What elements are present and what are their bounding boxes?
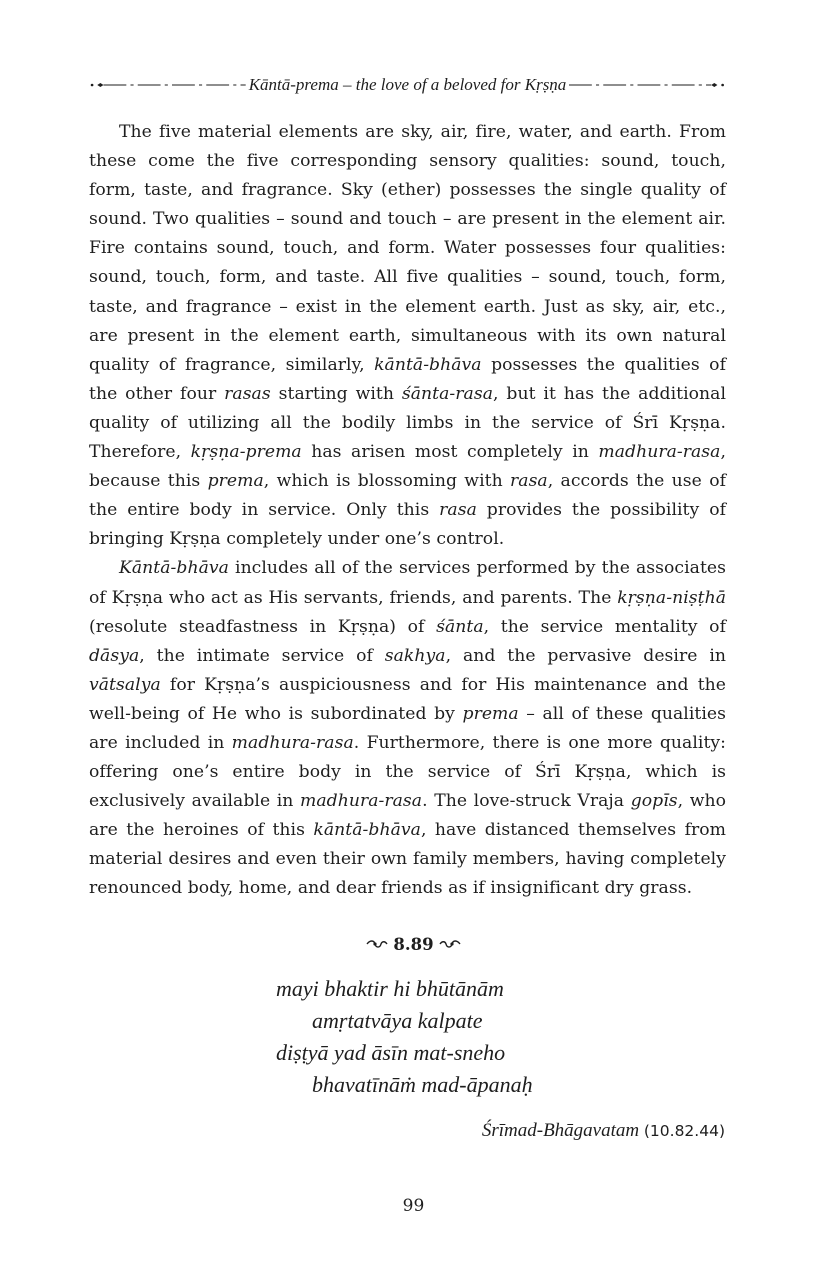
paragraph-2: Kāntā-bhāva includes all of the services performed by the associates of Kṛṣṇa who act as His servants, friends, and parents. The kṛṣṇa-niṣṭhā (resolute steadfastness in Kṛṣṇa) of śānta, the service mentality of dāsya, the intimate service of sakhya, and the pervasive desire in vātsalya for Kṛṣṇa’s auspiciousness and for His maintenance and the well-being of He who is subordinated by prema – all of these qualities are included in madhura-rasa. Furthermore, there is one more quality: offering one’s entire body in the service of Śrī Kṛṣṇa, which is exclusively available in madhura-rasa. The love-struck Vraja gopīs, who are the heroines of this kāntā-bhāva, have distanced themselves from material desires and even their own family members, having completely renounced body, home, and dear friends as if insignificant dry grass. [89, 558, 727, 899]
body-text [89, 118, 726, 904]
verse-line-3: diṣṭyā yad āsīn mat-sneho [276, 1040, 506, 1065]
verse-number-text: 8.89 [393, 935, 434, 954]
paragraph-1: The five material elements are sky, air, fire, water, and earth. From these come the five corresponding sensory qualities: sound, touch, form, taste, and fragrance. Sky (ether) possesses the single quality of sound. Two qualities – sound and touch – are present in the element air. Fire contains sound, touch, and form. Water possesses four qualities: sound, touch, form, and taste. All five qualities – sound, touch, form, taste, and fragrance – exist in the element earth. Just as sky, air, etc., are present in the element earth, simultaneous with its own natural quality of fragrance, similarly, kāntā-bhāva possesses the qualities of the other four rasas starting with śānta-rasa, but it has the additional quality of utilizing all the bodily limbs in the service of Śrī Kṛṣṇa. Therefore, kṛṣṇa-prema has arisen most completely in madhura-rasa, because this prema, which is blossoming with rasa, accords the use of the entire body in service. Only this rasa provides the possibility of bringing Kṛṣṇa completely under one’s control. [89, 122, 727, 550]
source-title: Śrīmad-Bhāgavatam [481, 1120, 640, 1141]
running-header [90, 73, 725, 97]
sanskrit-verse [276, 973, 533, 1101]
verse-line-1: mayi bhaktir hi bhūtānām [276, 976, 504, 1001]
ornament-rule-icon [90, 79, 246, 91]
verse-source [482, 1120, 725, 1142]
flourish-right-icon [439, 935, 461, 953]
verse-number [0, 935, 827, 954]
header-rule-right [569, 79, 725, 91]
running-header-title: Kāntā-prema – the love of a beloved for Kṛṣṇa [248, 75, 567, 94]
verse-line-4: bhavatīnāṁ mad-āpanaḥ [312, 1072, 533, 1097]
ornament-rule-icon [569, 79, 725, 91]
page-number: 99 [402, 1196, 425, 1216]
verse-line-2: amṛtatvāya kalpate [312, 1008, 483, 1033]
source-reference: (10.82.44) [643, 1122, 725, 1140]
flourish-left-icon [366, 935, 388, 953]
header-rule-left [90, 79, 246, 91]
